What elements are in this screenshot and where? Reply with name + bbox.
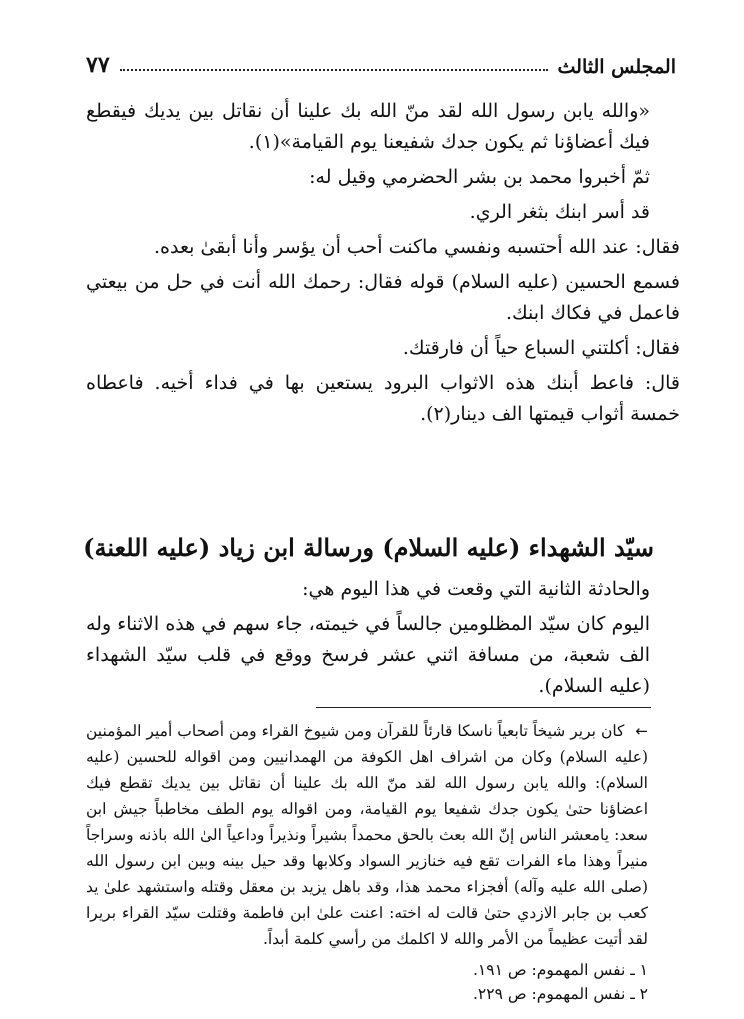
dotted-leader xyxy=(120,69,548,71)
running-title: المجلس الثالث xyxy=(557,56,676,78)
paragraph: قد أسر ابنك بثغر الري. xyxy=(469,201,650,223)
page-header xyxy=(86,44,676,78)
footnote-continuation xyxy=(86,718,648,952)
paragraph: «والله يابن رسول الله لقد منّ الله بك علينا أن نقاتل بين يديك فيقطع فيك أعضاؤنا ثم يكون جدك شفيعنا يوم القيامة»(١). xyxy=(86,100,650,153)
footnotes xyxy=(86,718,648,1006)
footnote-separator xyxy=(316,707,651,708)
section-text xyxy=(86,574,680,706)
paragraph: فقال: أكلتني السباع حياً أن فارقتك. xyxy=(402,337,680,359)
paragraph: فقال: عند الله أحتسبه ونفسي ماكنت أحب أن يؤسر وأنا أبقىٰ بعده. xyxy=(154,236,680,258)
main-text xyxy=(86,96,680,434)
paragraph: ثمّ أخبروا محمد بن بشر الحضرمي وقيل له: xyxy=(309,166,650,188)
footnote-ref: ٢ ـ نفس المهموم: ص ٢٢٩. xyxy=(472,985,648,1003)
section-heading: سيّد الشهداء (عليه السلام) ورسالة ابن زياد (عليه اللعنة) xyxy=(83,533,654,562)
footnote-ref: ١ ـ نفس المهموم: ص ١٩١. xyxy=(472,961,648,979)
continuation-arrow-icon: ← xyxy=(635,722,648,740)
footnote-list xyxy=(86,958,648,1006)
paragraph: والحادثة الثانية التي وقعت في هذا اليوم هي: xyxy=(302,578,650,600)
paragraph: فسمع الحسين (عليه السلام) قوله فقال: رحمك الله أنت في حل من بيعتي فاعمل في فكاك ابنك. xyxy=(86,271,680,324)
page-number: ٧٧ xyxy=(86,52,110,78)
paragraph: قال: فاعط أبنك هذه الاثواب البرود يستعين بها في فداء أخيه. فاعطاه خمسة أثواب قيمتها الف دينار(٢). xyxy=(86,372,680,425)
paragraph: اليوم كان سيّد المظلومين جالساً في خيمته، جاء سهم في هذه الاثناء وله الف شعبة، من مسافة اثني عشر فرسخ ووقع في قلب سيّد الشهداء (عليه السلام). xyxy=(86,613,650,697)
footnote-continuation-text: كان برير شيخاً تابعياً ناسكا قارئاً للقرآن ومن شيوخ القراء ومن أصحاب أمير المؤمنين (عليه السلام) وكان من اشراف اهل الكوفة من الهمدانيين ومن اقواله للحسين (عليه السلام): والله يابن رسول الله لقد منّ الله بك علينا أن نقاتل بين يديك تقطع فيك اعضاؤنا حتىٰ يكون جدك شفيعا يوم القيامة، ومن اقواله يوم الطف مخاطباً جيش ابن سعد: يامعشر الناس إنّ الله بعث بالحق محمداً بشيراً ونذيراً وداعياً الىٰ الله باذنه وسراجاً منيراً وهذا ماء الفرات تقع فيه خنازير السواد وكلابها وقد حيل بينه وبين ابن رسول الله (صلى الله عليه وآله) أفجزاء محمد هذا، وقد باهل يزيد بن معقل وقتله واستشهد علىٰ يد كعب بن جابر الازدي حتىٰ قالت له اخته: اعنت علىٰ ابن فاطمة وقتلت سيّد القراء بريرا لقد أتيت عظيماً من الأمر والله لا اكلمك من رأسي كلمة أبداً. xyxy=(86,722,649,948)
